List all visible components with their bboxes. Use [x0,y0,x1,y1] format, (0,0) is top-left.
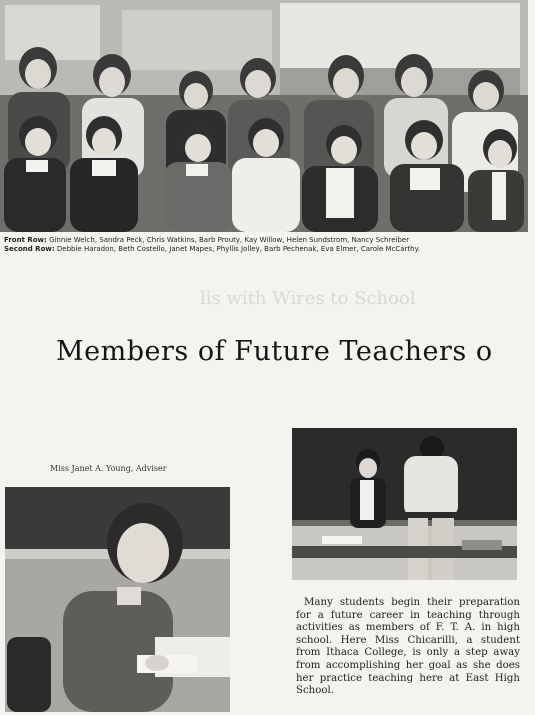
second-row-names: Debbie Haradon, Beth Costello, Janet Mapes, Phyllis Jolley, Barb Pechenak, Eva Elmer, Carole McCarthy. [56,245,420,253]
adviser-caption: Miss Janet A. Young, Adviser [50,464,167,473]
front-row-names: Ginnie Welch, Sandra Peck, Chris Watkins, Barb Prouty, Kay Willow, Helen Sundstrom, Nancy Schreiber [49,236,410,244]
adviser-photo [5,487,230,712]
bleed-through-text: lis with Wires to School [200,288,416,309]
front-row-label: Front Row: [4,236,47,244]
teaching-photo-image [292,428,517,580]
group-photo-names [4,236,526,254]
front-row-line [4,236,526,245]
second-row-line [4,245,526,254]
second-row-label: Second Row: [4,245,55,253]
adviser-photo-image [5,487,230,712]
group-photo [0,0,528,232]
teaching-photo [292,428,517,580]
group-photo-image [0,0,528,232]
page-title: Members of Future Teachers o [56,336,493,367]
teaching-caption: Many students begin their preparation for a future career in teaching through activities as members of F. T. A. in high school. Here Miss Chicarilli, a student from Ithaca College, is only a step away from accomplishing her goal as she does her practice teaching here at East High School. [296,597,520,697]
